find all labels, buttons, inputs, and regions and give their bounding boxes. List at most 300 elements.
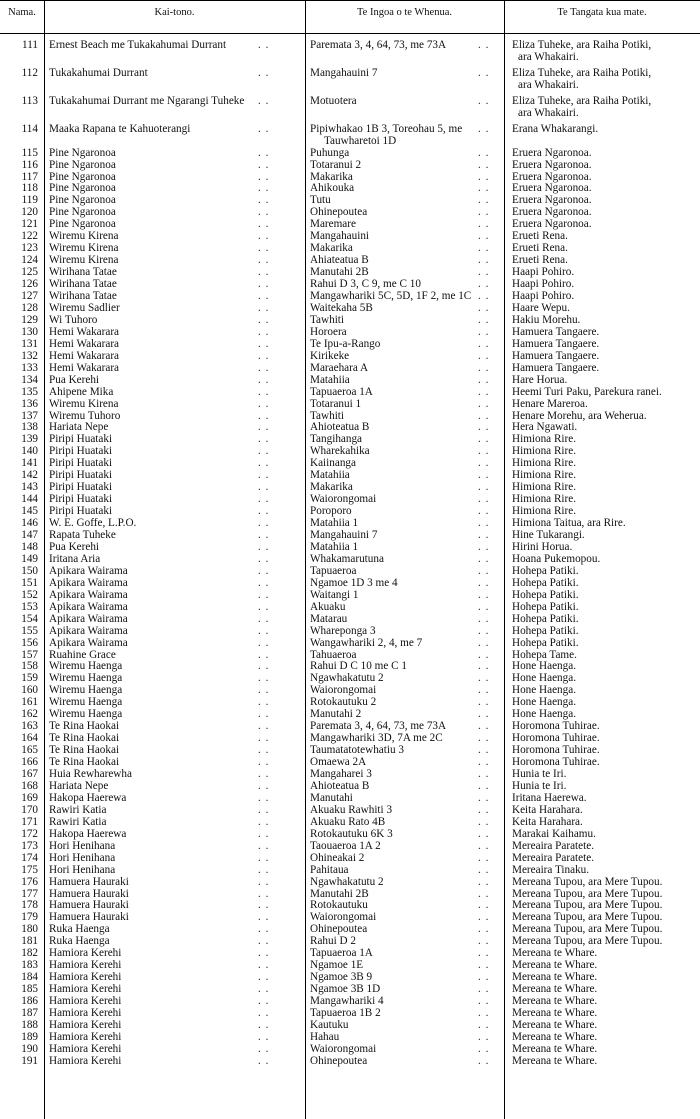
claimant-cell: Piripi Huataki: [49, 505, 113, 518]
claimant-cell: Ahipene Mika: [49, 385, 114, 398]
row-number: 161: [21, 696, 38, 709]
table-row: [0, 877, 700, 889]
land-name-cell: Akuaku: [310, 600, 346, 613]
row-number: 153: [21, 600, 38, 613]
land-name-cell: Ngamoe 1D 3 me 4: [310, 576, 398, 589]
claimant-cell: Hamiora Kerehi: [49, 959, 122, 972]
claimant-cell: Wi Tuhoro: [49, 313, 98, 326]
leader-dots: . .: [258, 1054, 270, 1067]
table-row: [0, 865, 700, 877]
leader-dots: . .: [258, 875, 270, 888]
claimant-cell: Te Rina Haokai: [49, 732, 120, 745]
claimant-cell: Pine Ngaronoa: [49, 146, 116, 159]
leader-dots: . .: [478, 397, 490, 410]
leader-dots: . .: [478, 242, 490, 255]
land-name-cell: Ohineakai 2: [310, 851, 365, 864]
leader-dots: . .: [258, 648, 270, 661]
land-name-cell: Horoera: [310, 325, 347, 338]
leader-dots: . .: [478, 1018, 490, 1031]
leader-dots: . .: [478, 564, 490, 577]
row-number: 115: [21, 146, 38, 159]
land-name-cell: Tahuaeroa: [310, 648, 357, 661]
leader-dots: . .: [478, 445, 490, 458]
land-name-cell: Ngawhakatutu 2: [310, 672, 384, 685]
land-name-cell: Kautuku: [310, 1018, 349, 1031]
table-row: [0, 578, 700, 590]
deceased-cell: Mereana te Whare.: [512, 995, 598, 1008]
deceased-cell: Mereana te Whare.: [512, 959, 598, 972]
leader-dots: . .: [258, 337, 270, 350]
row-number: 183: [21, 959, 38, 972]
row-number: 142: [21, 469, 38, 482]
land-name-cell: Ngamoe 1E: [310, 959, 364, 972]
leader-dots: . .: [478, 337, 490, 350]
land-name-cell: Paremata 3, 4, 64, 73, me 73A: [310, 720, 447, 733]
leader-dots: . .: [258, 1030, 270, 1043]
leader-dots: . .: [258, 361, 270, 374]
land-name-cell: Ohinepoutea: [310, 1054, 368, 1067]
deceased-cell: Marakai Kaihamu.: [512, 827, 596, 840]
leader-dots: . .: [258, 158, 270, 171]
leader-dots: . .: [258, 672, 270, 685]
deceased-cell: Eruera Ngaronoa.: [512, 182, 592, 195]
leader-dots: . .: [258, 923, 270, 936]
leader-dots: . .: [478, 385, 490, 398]
deceased-cell: ara Whakairi.: [518, 50, 579, 63]
claimant-cell: Ernest Beach me Tukakahumai Durrant: [49, 39, 227, 51]
deceased-cell: Haapi Pohiro.: [512, 278, 575, 291]
land-name-cell: Rotokautuku 2: [310, 696, 377, 709]
leader-dots: . .: [258, 935, 270, 948]
leader-dots: . .: [478, 182, 490, 195]
row-number: 122: [21, 230, 38, 243]
row-number: 150: [21, 564, 38, 577]
table-row: [0, 853, 700, 865]
leader-dots: . .: [478, 983, 490, 996]
leader-dots: . .: [258, 445, 270, 458]
claimant-cell: Pua Kerehi: [49, 540, 100, 553]
leader-dots: . .: [258, 194, 270, 207]
claimant-cell: Hamiora Kerehi: [49, 971, 122, 984]
row-number: 130: [21, 325, 38, 338]
row-number: 158: [21, 660, 38, 673]
leader-dots: . .: [478, 1007, 490, 1019]
land-name-cell: Ohinepoutea: [310, 923, 368, 936]
leader-dots: . .: [478, 863, 490, 876]
deceased-cell: Eliza Tuheke, ara Raiha Potiki,: [512, 94, 652, 107]
leader-dots: . .: [258, 791, 270, 804]
claimant-cell: Wirihana Tatae: [49, 266, 117, 279]
leader-dots: . .: [258, 660, 270, 673]
leader-dots: . .: [478, 194, 490, 207]
leader-dots: . .: [478, 278, 490, 291]
row-number: 138: [21, 421, 38, 434]
deceased-cell: Mereana Tupou, ara Mere Tupou.: [512, 935, 663, 948]
leader-dots: . .: [258, 851, 270, 864]
claimant-cell: Maaka Rapana te Kahuoterangi: [49, 122, 191, 135]
claimant-cell: Hakopa Haerewa: [49, 791, 127, 804]
claimant-cell: Apikara Wairama: [49, 600, 128, 613]
deceased-cell: Iritana Haerewa.: [512, 791, 587, 804]
claimant-cell: Hamiora Kerehi: [49, 1030, 122, 1043]
deceased-cell: Eruera Ngaronoa.: [512, 170, 592, 183]
leader-dots: . .: [478, 720, 490, 733]
leader-dots: . .: [478, 1054, 490, 1067]
leader-dots: . .: [478, 39, 490, 51]
claimant-cell: Rawiri Katia: [49, 803, 107, 816]
claimant-cell: Wiremu Kirena: [49, 242, 119, 255]
row-number: 117: [21, 170, 38, 183]
claimant-cell: Hamuera Hauraki: [49, 911, 129, 924]
land-name-cell: Whareponga 3: [310, 624, 376, 637]
deceased-cell: Mereana Tupou, ara Mere Tupou.: [512, 911, 663, 924]
deceased-cell: Himiona Rire.: [512, 493, 577, 506]
land-name-cell: Poroporo: [310, 505, 352, 518]
deceased-cell: Himiona Rire.: [512, 469, 577, 482]
leader-dots: . .: [478, 313, 490, 326]
leader-dots: . .: [258, 349, 270, 362]
leader-dots: . .: [258, 756, 270, 769]
row-number: 177: [21, 887, 38, 900]
deceased-cell: Keita Harahara.: [512, 803, 583, 816]
leader-dots: . .: [478, 827, 490, 840]
land-name-cell: Tangihanga: [310, 433, 363, 446]
row-number: 168: [21, 779, 38, 792]
claimant-cell: Pine Ngaronoa: [49, 158, 116, 171]
claimant-cell: Ruka Haenga: [49, 935, 110, 948]
deceased-cell: Himiona Rire.: [512, 433, 577, 446]
leader-dots: . .: [258, 397, 270, 410]
row-number: 166: [21, 756, 38, 769]
deceased-cell: Hunia te Iri.: [512, 768, 567, 780]
table-row: [0, 96, 700, 120]
leader-dots: . .: [478, 672, 490, 685]
row-number: 178: [21, 899, 38, 912]
row-number: 167: [21, 768, 38, 780]
land-name-cell: Tapuaeroa 1A: [310, 947, 373, 960]
land-name-cell: Rahui D C 10 me C 1: [310, 660, 407, 673]
deceased-cell: Mereana te Whare.: [512, 1007, 598, 1019]
claimant-cell: Pine Ngaronoa: [49, 194, 116, 207]
table-row: [0, 841, 700, 853]
leader-dots: . .: [258, 708, 270, 721]
land-name-cell: Manutahi: [310, 791, 353, 804]
leader-dots: . .: [258, 636, 270, 649]
row-number: 125: [21, 266, 38, 279]
deceased-cell: Haapi Pohiro.: [512, 290, 575, 302]
deceased-cell: Hoana Pukemopou.: [512, 552, 601, 565]
land-name-cell: Rahui D 3, C 9, me C 10: [310, 278, 421, 291]
claimant-cell: Wiremu Haenga: [49, 708, 123, 721]
leader-dots: . .: [478, 373, 490, 386]
deceased-cell: Eruera Ngaronoa.: [512, 206, 592, 219]
table-row: [0, 160, 700, 172]
deceased-cell: Eruera Ngaronoa.: [512, 218, 592, 231]
deceased-cell: Hamuera Tangaere.: [512, 325, 600, 338]
deceased-cell: Mereana te Whare.: [512, 1030, 598, 1043]
claimant-cell: Te Rina Haokai: [49, 720, 120, 733]
claimant-cell: Hamiora Kerehi: [49, 1007, 122, 1019]
row-number: 118: [21, 182, 38, 195]
leader-dots: . .: [478, 290, 490, 302]
deceased-cell: Hamuera Tangaere.: [512, 361, 600, 374]
deceased-cell: Mereana te Whare.: [512, 947, 598, 960]
deceased-cell: Mereana Tupou, ara Mere Tupou.: [512, 887, 663, 900]
deceased-cell: Eliza Tuheke, ara Raiha Potiki,: [512, 66, 652, 79]
land-name-cell: Ngawhakatutu 2: [310, 875, 384, 888]
land-name-cell: Waiorongomai: [310, 493, 377, 506]
row-number: 128: [21, 301, 38, 314]
leader-dots: . .: [258, 94, 270, 107]
leader-dots: . .: [258, 540, 270, 553]
row-number: 164: [21, 732, 38, 745]
leader-dots: . .: [258, 409, 270, 422]
leader-dots: . .: [258, 887, 270, 900]
row-number: 114: [21, 122, 38, 135]
leader-dots: . .: [478, 122, 490, 135]
row-number: 152: [21, 588, 38, 601]
claimant-cell: Wiremu Haenga: [49, 684, 123, 697]
leader-dots: . .: [478, 469, 490, 482]
deceased-cell: Mereana Tupou, ara Mere Tupou.: [512, 923, 663, 936]
deceased-cell: Himiona Taitua, ara Rire.: [512, 517, 626, 530]
claimant-cell: Piripi Huataki: [49, 457, 113, 470]
land-name-cell: Manutahi 2B: [310, 887, 369, 900]
leader-dots: . .: [478, 815, 490, 828]
leader-dots: . .: [258, 863, 270, 876]
leader-dots: . .: [258, 529, 270, 541]
row-number: 112: [21, 66, 38, 79]
claimant-cell: Wiremu Haenga: [49, 660, 123, 673]
header-ingoa-whenua: Te Ingoa o te Whenua.: [357, 7, 452, 18]
deceased-cell: Horomona Tuhirae.: [512, 732, 600, 745]
deceased-cell: Mereana te Whare.: [512, 1054, 598, 1067]
leader-dots: . .: [258, 278, 270, 291]
claimant-cell: Hamiora Kerehi: [49, 1018, 122, 1031]
leader-dots: . .: [478, 349, 490, 362]
row-number: 181: [21, 935, 38, 948]
row-number: 127: [21, 290, 38, 302]
row-number: 132: [21, 349, 38, 362]
header-tangata-mate: Te Tangata kua mate.: [557, 7, 647, 18]
deceased-cell: Mereana Tupou, ara Mere Tupou.: [512, 899, 663, 912]
deceased-cell: Hone Haenga.: [512, 660, 576, 673]
row-number: 155: [21, 624, 38, 637]
deceased-cell: Heemi Turi Paku, Parekura ranei.: [512, 385, 662, 398]
row-number: 162: [21, 708, 38, 721]
deceased-cell: Hohepa Tame.: [512, 648, 577, 661]
deceased-cell: Hirini Horua.: [512, 540, 573, 553]
leader-dots: . .: [478, 744, 490, 757]
land-name-cell: Mangawhariki 5C, 5D, 1F 2, me 1C: [310, 290, 472, 302]
claimant-cell: Hori Henihana: [49, 863, 116, 876]
leader-dots: . .: [258, 684, 270, 697]
row-number: 133: [21, 361, 38, 374]
deceased-cell: Hone Haenga.: [512, 708, 576, 721]
row-number: 174: [21, 851, 38, 864]
leader-dots: . .: [478, 1030, 490, 1043]
land-name-cell: Pipiwhakao 1B 3, Toreohau 5, me: [310, 122, 463, 135]
table-row: [0, 148, 700, 160]
deceased-cell: Erueti Rena.: [512, 242, 568, 255]
leader-dots: . .: [478, 875, 490, 888]
land-name-cell: Mangahauini 7: [310, 66, 378, 79]
row-number: 159: [21, 672, 38, 685]
claimant-cell: Hamiora Kerehi: [49, 947, 122, 960]
table-row: [0, 602, 700, 614]
leader-dots: . .: [478, 529, 490, 541]
leader-dots: . .: [258, 1042, 270, 1055]
claimant-cell: Te Rina Haokai: [49, 744, 120, 757]
row-number: 143: [21, 481, 38, 494]
deceased-cell: Hera Ngawati.: [512, 421, 578, 434]
deceased-cell: Mereaira Tinaku.: [512, 863, 590, 876]
claimant-cell: Hamiora Kerehi: [49, 1054, 122, 1067]
claimant-cell: Pine Ngaronoa: [49, 218, 116, 231]
deceased-cell: Mereana Tupou, ara Mere Tupou.: [512, 875, 663, 888]
leader-dots: . .: [478, 612, 490, 625]
table-row: [0, 399, 700, 411]
land-name-cell: Ahiateatua B: [310, 254, 369, 267]
leader-dots: . .: [258, 911, 270, 924]
leader-dots: . .: [478, 636, 490, 649]
row-number: 170: [21, 803, 38, 816]
land-name-cell: Maremare: [310, 218, 356, 231]
leader-dots: . .: [258, 744, 270, 757]
deceased-cell: Hohepa Patiki.: [512, 612, 579, 625]
land-name-cell: Ngamoe 3B 9: [310, 971, 373, 984]
row-number: 186: [21, 995, 38, 1008]
row-number: 157: [21, 648, 38, 661]
row-number: 116: [21, 158, 38, 171]
deceased-cell: Eruera Ngaronoa.: [512, 146, 592, 159]
land-name-cell: Ahioteatua B: [310, 421, 370, 434]
leader-dots: . .: [258, 696, 270, 709]
leader-dots: . .: [258, 899, 270, 912]
deceased-cell: Mereana te Whare.: [512, 1018, 598, 1031]
deceased-cell: Hone Haenga.: [512, 684, 576, 697]
leader-dots: . .: [478, 696, 490, 709]
row-number: 113: [21, 94, 38, 107]
row-number: 137: [21, 409, 38, 422]
deceased-cell: Horomona Tuhirae.: [512, 756, 600, 769]
deceased-cell: Hine Tukarangi.: [512, 529, 585, 541]
deceased-cell: Erueti Rena.: [512, 254, 568, 267]
row-number: 189: [21, 1030, 38, 1043]
leader-dots: . .: [258, 624, 270, 637]
leader-dots: . .: [478, 361, 490, 374]
leader-dots: . .: [478, 409, 490, 422]
leader-dots: . .: [478, 660, 490, 673]
land-name-cell: Kirikeke: [310, 349, 350, 362]
claimant-cell: Wiremu Haenga: [49, 672, 123, 685]
leader-dots: . .: [478, 230, 490, 243]
leader-dots: . .: [478, 301, 490, 314]
land-name-cell: Rahui D 2: [310, 935, 356, 948]
table-row: [0, 614, 700, 626]
claimant-cell: Hori Henihana: [49, 851, 116, 864]
leader-dots: . .: [478, 158, 490, 171]
leader-dots: . .: [478, 146, 490, 159]
claimant-cell: Wiremu Sadlier: [49, 301, 120, 314]
leader-dots: . .: [258, 588, 270, 601]
row-number: 148: [21, 540, 38, 553]
table-row: [0, 566, 700, 578]
land-name-cell: Waiorongomai: [310, 1042, 377, 1055]
leader-dots: . .: [258, 564, 270, 577]
deceased-cell: Eruera Ngaronoa.: [512, 194, 592, 207]
leader-dots: . .: [258, 433, 270, 446]
row-number: 187: [21, 1007, 38, 1019]
deceased-cell: Himiona Rire.: [512, 481, 577, 494]
table-row: [0, 124, 700, 148]
leader-dots: . .: [258, 206, 270, 219]
header-nama: Nama.: [8, 7, 36, 18]
deceased-cell: Henare Morehu, ara Weherua.: [512, 409, 647, 422]
land-name-cell: Motuotera: [310, 94, 357, 107]
land-name-cell: Tawhiti: [310, 313, 345, 326]
table-row: [0, 351, 700, 363]
land-name-cell: Akuaku Rawhiti 3: [310, 803, 393, 816]
row-number: 160: [21, 684, 38, 697]
claimant-cell: Hori Henihana: [49, 839, 116, 852]
claimant-cell: Pine Ngaronoa: [49, 170, 116, 183]
deceased-cell: Hakiu Morehu.: [512, 313, 581, 326]
land-name-cell: Manutahi 2B: [310, 266, 369, 279]
leader-dots: . .: [258, 325, 270, 338]
claimant-cell: Apikara Wairama: [49, 564, 128, 577]
leader-dots: . .: [478, 505, 490, 518]
deceased-cell: ara Whakairi.: [518, 106, 579, 119]
table-row: [0, 387, 700, 399]
deceased-cell: Hunia te Iri.: [512, 779, 567, 792]
leader-dots: . .: [258, 779, 270, 792]
leader-dots: . .: [478, 457, 490, 470]
land-name-cell: Tauwharetoi 1D: [324, 134, 397, 147]
deceased-cell: Hohepa Patiki.: [512, 564, 579, 577]
claimant-cell: Wiremu Kirena: [49, 230, 119, 243]
row-number: 171: [21, 815, 38, 828]
leader-dots: . .: [478, 624, 490, 637]
land-name-cell: Mangawhariki 4: [310, 995, 384, 1008]
row-number: 135: [21, 385, 38, 398]
leader-dots: . .: [478, 433, 490, 446]
leader-dots: . .: [478, 588, 490, 601]
row-number: 180: [21, 923, 38, 936]
row-number: 126: [21, 278, 38, 291]
leader-dots: . .: [258, 505, 270, 518]
leader-dots: . .: [478, 254, 490, 267]
leader-dots: . .: [258, 576, 270, 589]
leader-dots: . .: [478, 540, 490, 553]
deceased-cell: Himiona Rire.: [512, 457, 577, 470]
claimant-cell: Hamiora Kerehi: [49, 983, 122, 996]
deceased-cell: Hohepa Patiki.: [512, 576, 579, 589]
leader-dots: . .: [478, 648, 490, 661]
claimant-cell: Wiremu Haenga: [49, 696, 123, 709]
leader-dots: . .: [478, 600, 490, 613]
deceased-cell: Erueti Rena.: [512, 230, 568, 243]
claimant-cell: Te Rina Haokai: [49, 756, 120, 769]
table-row: [0, 805, 700, 817]
land-name-cell: Mangahauini 7: [310, 529, 378, 541]
leader-dots: . .: [258, 612, 270, 625]
row-number: 134: [21, 373, 38, 386]
claimant-cell: Hariata Nepe: [49, 779, 109, 792]
leader-dots: . .: [478, 779, 490, 792]
leader-dots: . .: [478, 995, 490, 1008]
leader-dots: . .: [258, 230, 270, 243]
